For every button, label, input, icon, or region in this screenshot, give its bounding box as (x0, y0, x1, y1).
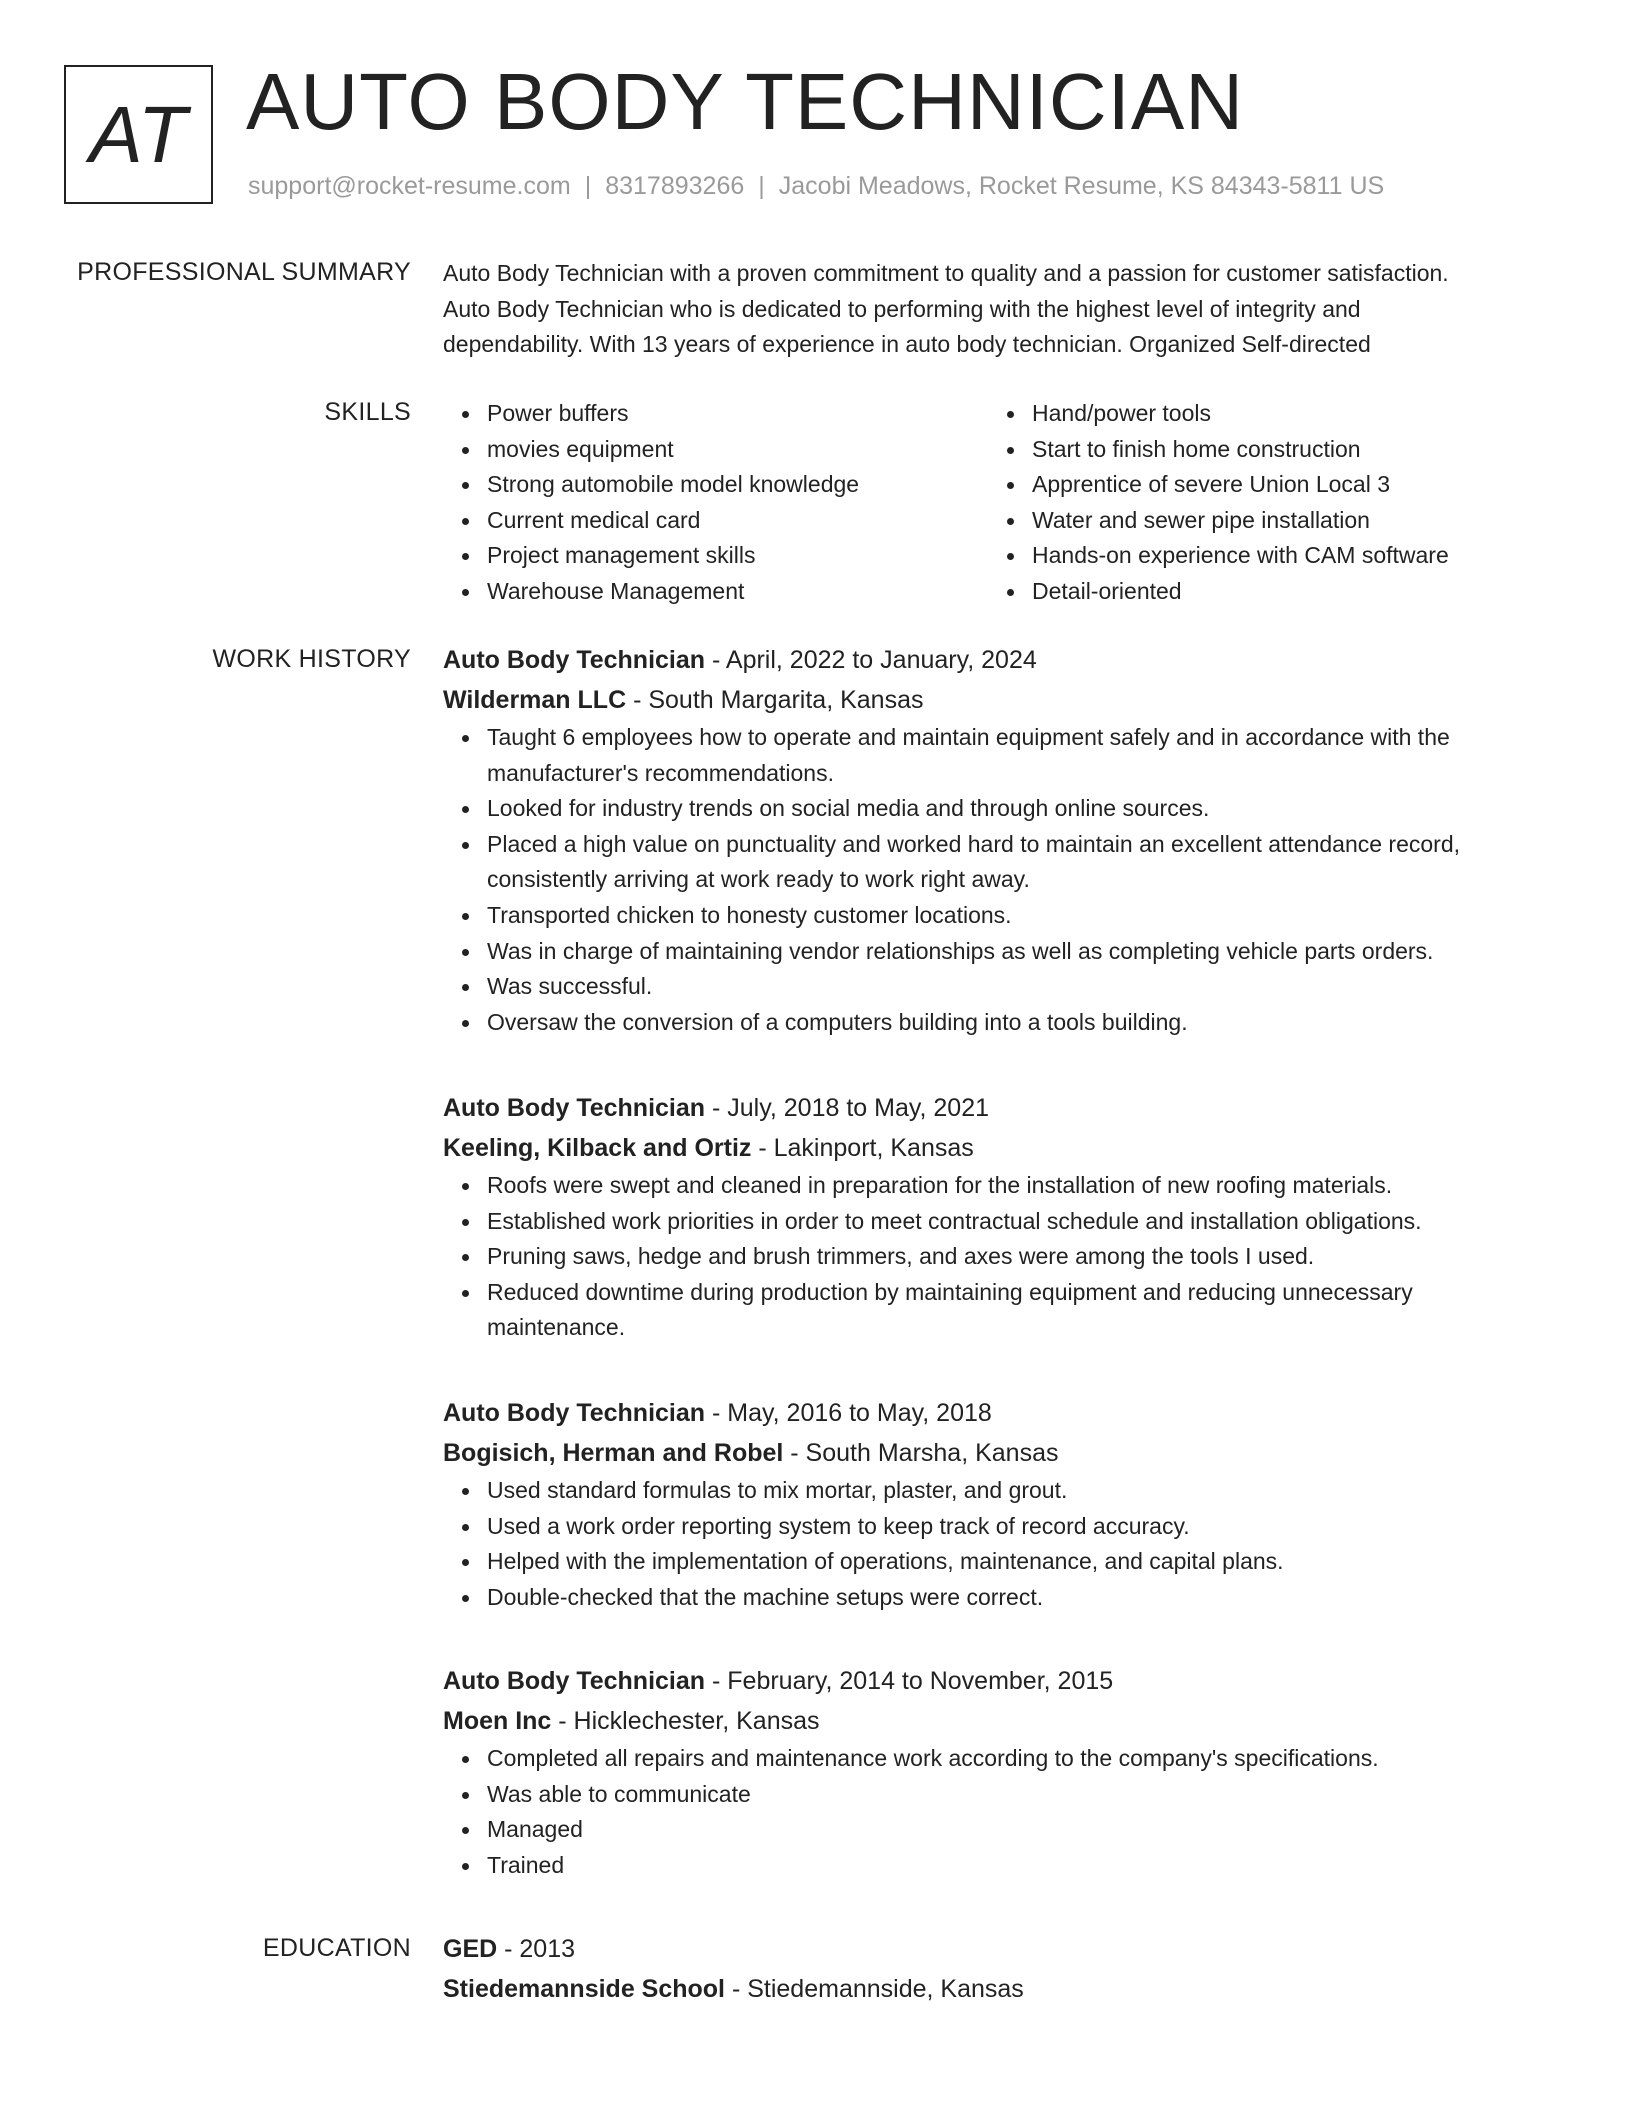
job-bullet: Was successful. (487, 969, 1543, 1005)
skill-item: Start to finish home construction (1032, 432, 1533, 468)
job-bullet (487, 720, 1543, 791)
education-entry (443, 1929, 1543, 2009)
skills-column-left (443, 396, 988, 610)
job-entry (443, 1661, 1543, 1883)
job-title-line (443, 640, 1543, 680)
job-title-line (443, 1393, 1543, 1433)
job-bullet: Oversaw the conversion of a computers building into a tools building. (487, 1005, 1543, 1041)
contact-separator: | (584, 172, 592, 200)
job-bullet: Completed all repairs and maintenance work according to the company's specifications. (487, 1741, 1543, 1777)
education-location: - Stiedemannside, Kansas (725, 1975, 1024, 2003)
summary-line: dependability. With 13 years of experience in auto body technician. Organized Self-directed (443, 331, 1371, 357)
section-label-skills: SKILLS (324, 398, 411, 426)
skill-item: movies equipment (487, 432, 988, 468)
job-title: Auto Body Technician (443, 1094, 706, 1122)
job-company: Wilderman LLC (443, 686, 627, 714)
job-bullet: Established work priorities in order to meet contractual schedule and installation obligations. (487, 1204, 1543, 1240)
job-bullet: Trained (487, 1848, 1543, 1884)
job-entry (443, 640, 1543, 1040)
contact-address: Jacobi Meadows, Rocket Resume, KS 84343-5811 US (778, 172, 1385, 200)
job-title: Auto Body Technician (443, 1399, 706, 1427)
job-bullet: Roofs were swept and cleaned in preparation for the installation of new roofing materials. (487, 1168, 1543, 1204)
contact-phone[interactable]: 8317893266 (605, 172, 745, 200)
bullet-text: Placed a high value on punctuality and worked hard to maintain an excellent attendance record, (487, 830, 1461, 857)
skills-section (443, 396, 1543, 610)
contact-line (248, 172, 1384, 201)
job-bullet: Looked for industry trends on social media and through online sources. (487, 791, 1543, 827)
skills-column-right (988, 396, 1533, 610)
job-company: Keeling, Kilback and Ortiz (443, 1134, 752, 1162)
job-entry (443, 1088, 1543, 1346)
contact-separator: | (758, 172, 765, 200)
job-location: - South Marsha, Kansas (783, 1439, 1059, 1467)
job-bullets (443, 1473, 1543, 1615)
skill-item: Water and sewer pipe installation (1032, 503, 1533, 539)
job-title: Auto Body Technician (443, 646, 706, 674)
skill-item: Apprentice of severe Union Local 3 (1032, 467, 1533, 503)
summary-line: Auto Body Technician with a proven commitment to quality and a passion for customer satisfaction. (443, 260, 1449, 286)
skill-item: Hands-on experience with CAM software (1032, 538, 1533, 574)
summary-line: Auto Body Technician who is dedicated to performing with the highest level of integrity and (443, 295, 1361, 322)
job-entry (443, 1393, 1543, 1615)
monogram: AT (64, 65, 213, 204)
job-company-line (443, 680, 1543, 720)
bullet-text: Taught 6 employees how to operate and maintain equipment safely and in accordance with the (487, 724, 1450, 750)
job-title-line (443, 1661, 1543, 1701)
job-bullet: Was in charge of maintaining vendor relationships as well as completing vehicle parts orders. (487, 934, 1543, 970)
job-dates: - July, 2018 to May, 2021 (705, 1094, 990, 1122)
skill-item: Project management skills (487, 538, 988, 574)
job-bullet (487, 827, 1543, 898)
skill-item: Strong automobile model knowledge (487, 467, 988, 503)
bullet-text: manufacturer's recommendations. (487, 759, 834, 786)
job-bullet: Transported chicken to honesty customer locations. (487, 898, 1543, 934)
education-degree-line (443, 1929, 1543, 1969)
job-bullet: Used standard formulas to mix mortar, plaster, and grout. (487, 1473, 1543, 1509)
job-bullet: Pruning saws, hedge and brush trimmers, and axes were among the tools I used. (487, 1239, 1543, 1275)
section-label-education: EDUCATION (262, 1934, 411, 1962)
bullet-text: maintenance. (487, 1314, 626, 1341)
education-degree: GED (443, 1935, 498, 1963)
contact-email[interactable]: support@rocket-resume.com (248, 172, 571, 200)
job-company-line (443, 1701, 1543, 1741)
job-bullet: Helped with the implementation of operations, maintenance, and capital plans. (487, 1544, 1543, 1580)
skill-item: Current medical card (487, 503, 988, 539)
education-school: Stiedemannside School (443, 1975, 726, 2003)
section-label-work-history: WORK HISTORY (212, 645, 411, 673)
job-bullets (443, 1168, 1543, 1346)
job-location: - Hicklechester, Kansas (551, 1707, 820, 1735)
job-bullets (443, 720, 1543, 1040)
job-dates: - April, 2022 to January, 2024 (705, 646, 1037, 674)
job-bullet: Managed (487, 1812, 1543, 1848)
education-school-line (443, 1969, 1543, 2009)
job-bullet: Double-checked that the machine setups were correct. (487, 1580, 1543, 1616)
education-year: - 2013 (497, 1935, 576, 1963)
resume-title: AUTO BODY TECHNICIAN (246, 57, 1244, 146)
bullet-text: consistently arriving at work ready to work right away. (487, 866, 1030, 893)
summary-text (443, 256, 1543, 363)
skill-item: Power buffers (487, 396, 988, 432)
job-bullet (487, 1275, 1543, 1346)
job-title-line (443, 1088, 1543, 1128)
section-label-summary: PROFESSIONAL SUMMARY (77, 258, 411, 286)
job-company-line (443, 1433, 1543, 1473)
skill-item: Detail-oriented (1032, 574, 1533, 610)
job-bullet: Was able to communicate (487, 1777, 1543, 1813)
job-bullet: Used a work order reporting system to keep track of record accuracy. (487, 1509, 1543, 1545)
job-dates: - May, 2016 to May, 2018 (705, 1399, 992, 1427)
job-company: Moen Inc (443, 1707, 552, 1735)
skill-item: Hand/power tools (1032, 396, 1533, 432)
job-title: Auto Body Technician (443, 1667, 706, 1695)
skill-item: Warehouse Management (487, 574, 988, 610)
job-company: Bogisich, Herman and Robel (443, 1439, 784, 1467)
job-company-line (443, 1128, 1543, 1168)
job-dates: - February, 2014 to November, 2015 (705, 1667, 1114, 1695)
job-bullets (443, 1741, 1543, 1883)
job-location: - South Margarita, Kansas (626, 686, 924, 714)
bullet-text: Reduced downtime during production by maintaining equipment and reducing unnecessary (487, 1278, 1413, 1305)
job-location: - Lakinport, Kansas (751, 1134, 974, 1162)
